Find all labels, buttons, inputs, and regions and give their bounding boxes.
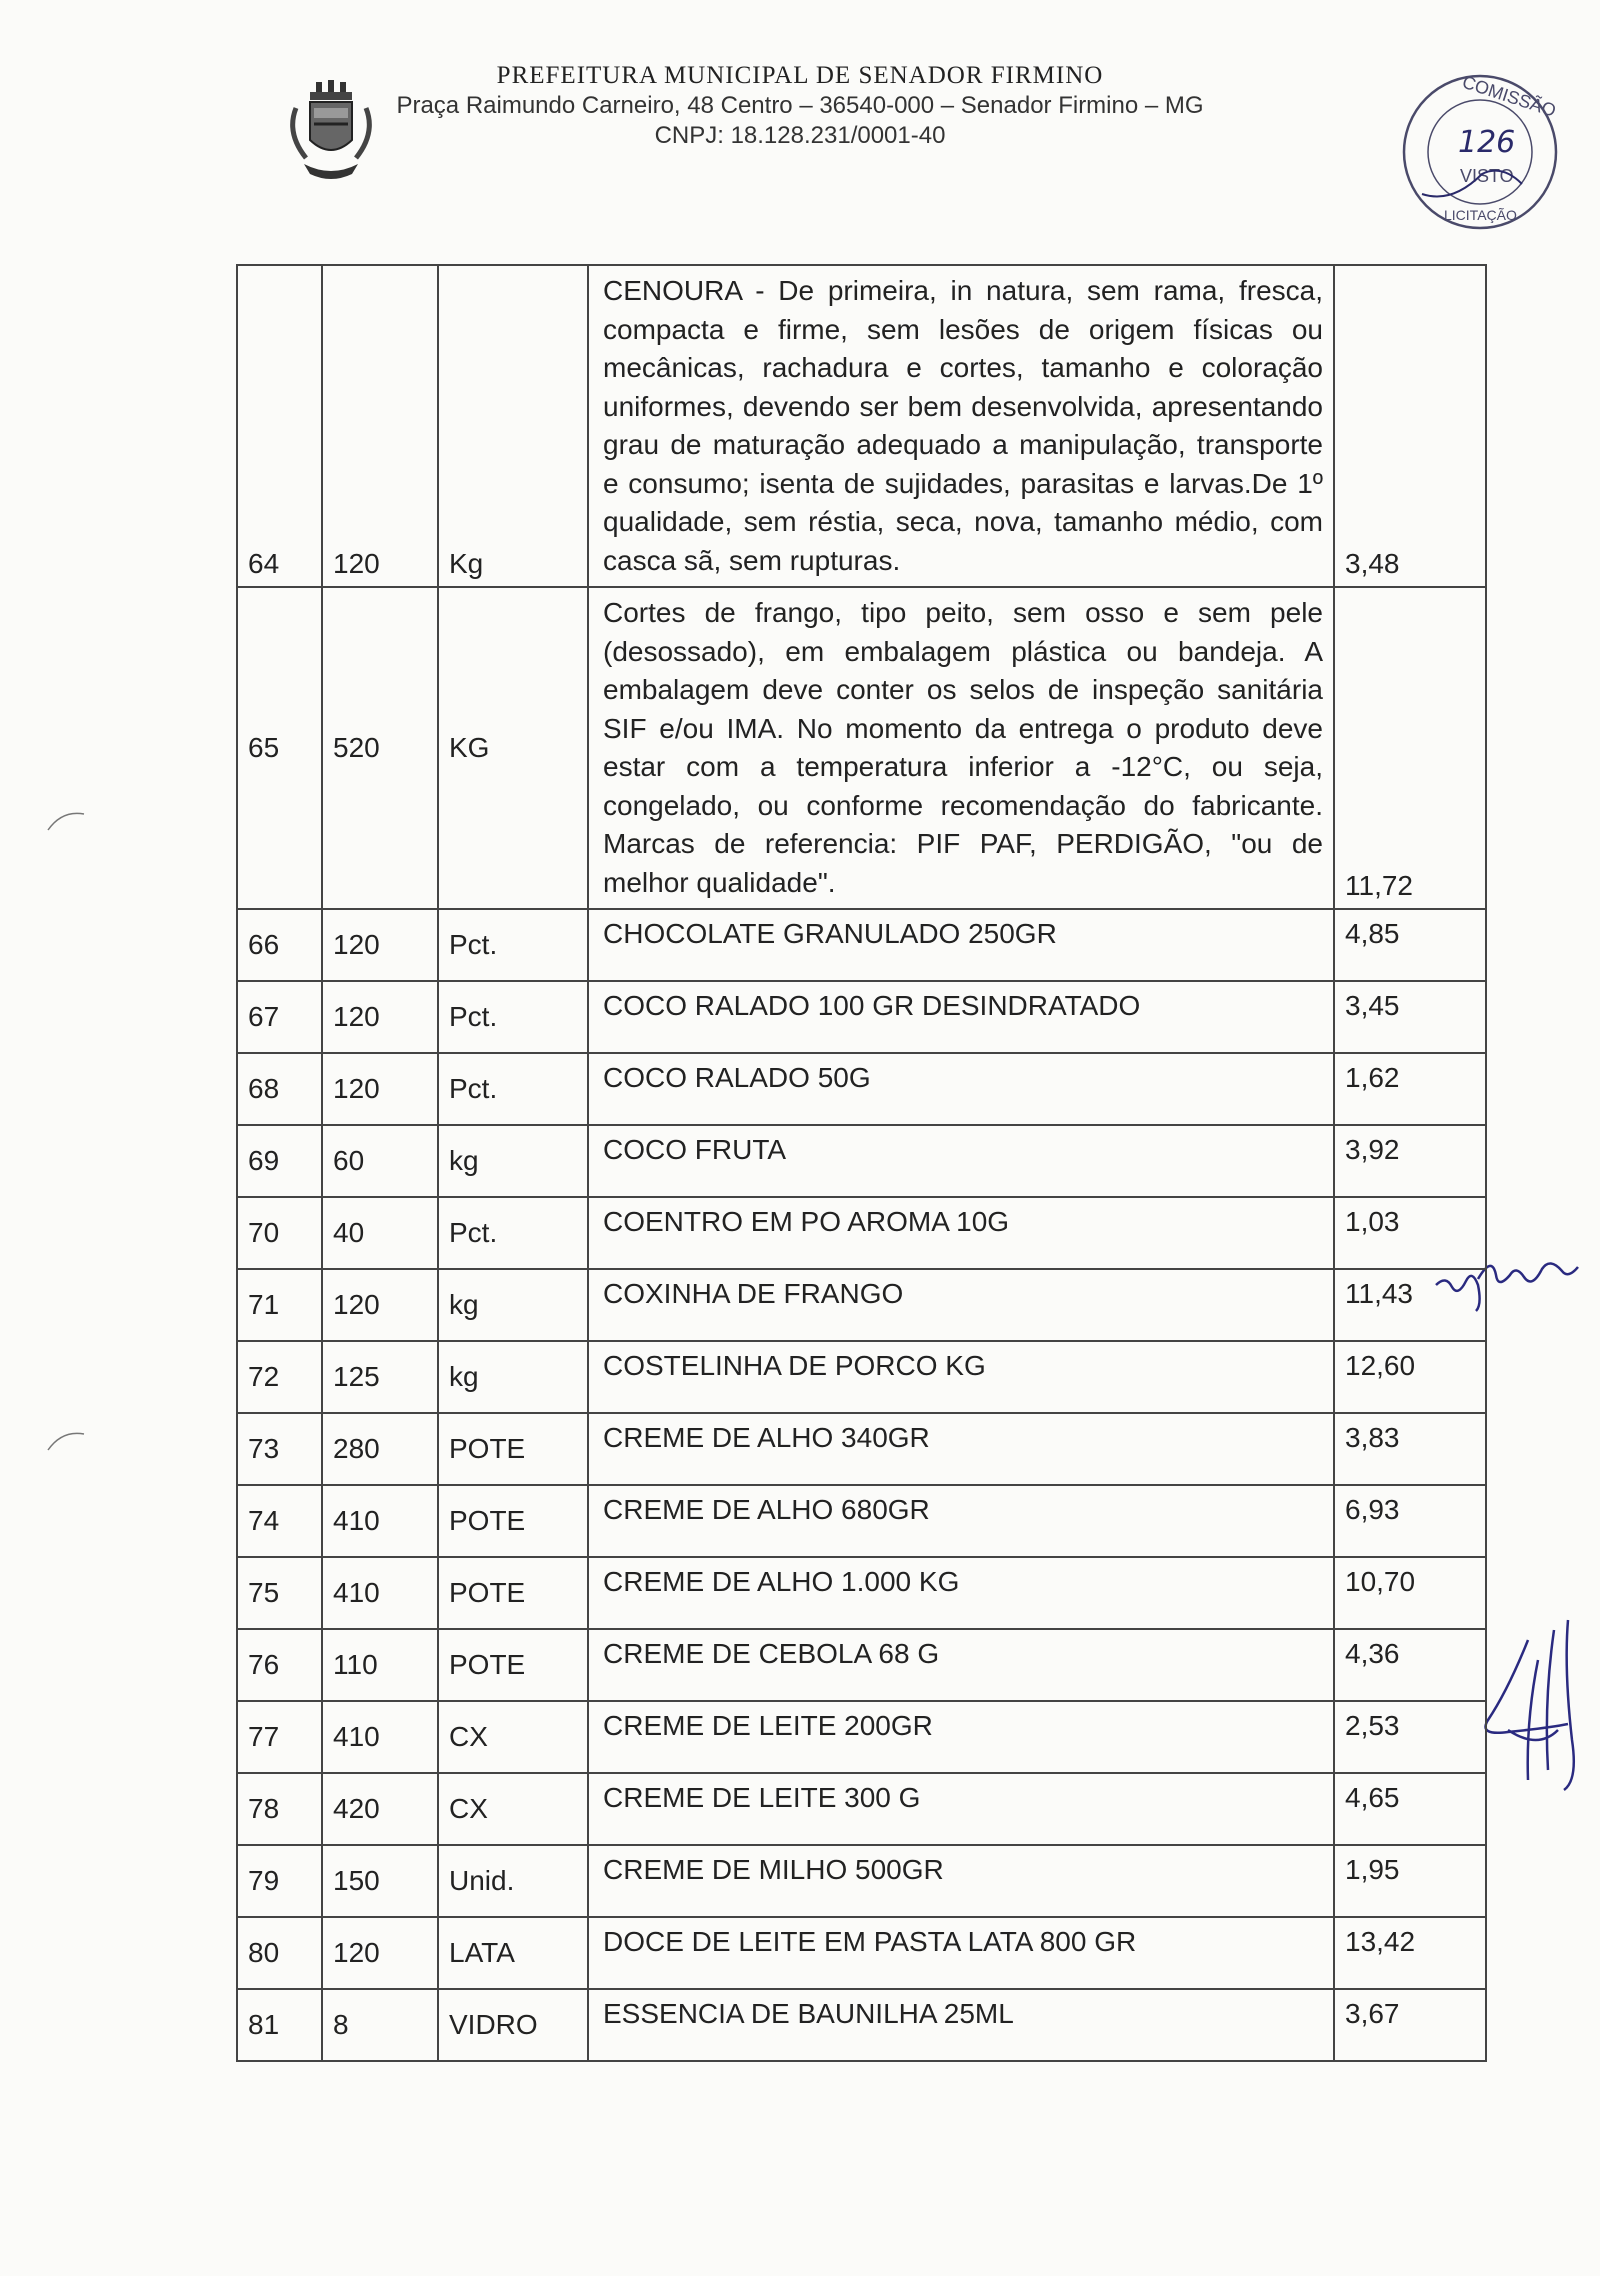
quantity-cell: 410 [322, 1557, 438, 1629]
stamp-top-text: COMISSÃO [1459, 71, 1559, 121]
price-cell: 3,67 [1334, 1989, 1486, 2061]
table-row [237, 1413, 1486, 1485]
price-cell: 4,65 [1334, 1773, 1486, 1845]
table-row [237, 1701, 1486, 1773]
description-cell: Cortes de frango, tipo peito, sem osso e sem pele (desossado), em embalagem plástica ou bandeja. A embalagem deve conter os selos de inspeção sanitária SIF e/ou IMA. No momento da entrega o produto deve estar com a temperatura inferior a -12°C, ou seja, congelado, ou conforme recomendação do fabricante. Marcas de referencia: PIF PAF, PERDIGÃO, "ou de melhor qualidade". [588, 587, 1334, 909]
unit-cell: kg [438, 1269, 588, 1341]
letterhead-address: Praça Raimundo Carneiro, 48 Centro – 36540-000 – Senador Firmino – MG [396, 92, 1204, 119]
letterhead-title: PREFEITURA MUNICIPAL DE SENADOR FIRMINO [496, 62, 1104, 89]
unit-cell: Pct. [438, 909, 588, 981]
item-number-cell: 71 [237, 1269, 322, 1341]
quantity-cell: 120 [322, 909, 438, 981]
unit-cell: kg [438, 1341, 588, 1413]
price-cell: 1,62 [1334, 1053, 1486, 1125]
price-cell: 3,45 [1334, 981, 1486, 1053]
item-number-cell: 68 [237, 1053, 322, 1125]
item-number-cell: 67 [237, 981, 322, 1053]
table-row [237, 1773, 1486, 1845]
unit-cell: LATA [438, 1917, 588, 1989]
table-row [237, 1917, 1486, 1989]
quantity-cell: 150 [322, 1845, 438, 1917]
item-number-cell: 74 [237, 1485, 322, 1557]
price-cell: 3,92 [1334, 1125, 1486, 1197]
item-number-cell: 77 [237, 1701, 322, 1773]
unit-cell: KG [438, 587, 588, 909]
quantity-cell: 120 [322, 265, 438, 587]
table-row [237, 1629, 1486, 1701]
price-cell: 6,93 [1334, 1485, 1486, 1557]
stamp-number: 126 [1458, 125, 1516, 160]
item-number-cell: 64 [237, 265, 322, 587]
description-cell: COXINHA DE FRANGO [588, 1269, 1334, 1341]
quantity-cell: 520 [322, 587, 438, 909]
unit-cell: Unid. [438, 1845, 588, 1917]
description-cell: CENOURA - De primeira, in natura, sem rama, fresca, compacta e firme, sem lesões de origem físicas ou mecânicas, rachadura e cortes, tamanho e coloração uniformes, devendo ser bem desenvolvida, apresentando grau de maturação adequado a manipulação, transporte e consumo; isenta de sujidades, parasitas e larvas.De 1º qualidade, sem réstia, seca, nova, tamanho médio, com casca sã, sem rupturas. [588, 265, 1334, 587]
table-row [237, 1989, 1486, 2061]
price-cell: 11,43 [1334, 1269, 1486, 1341]
item-number-cell: 78 [237, 1773, 322, 1845]
item-number-cell: 73 [237, 1413, 322, 1485]
margin-mark [42, 1420, 102, 1460]
unit-cell: kg [438, 1125, 588, 1197]
quantity-cell: 280 [322, 1413, 438, 1485]
price-cell: 10,70 [1334, 1557, 1486, 1629]
unit-cell: POTE [438, 1629, 588, 1701]
items-table [236, 264, 1487, 2062]
description-cell: CREME DE MILHO 500GR [588, 1845, 1334, 1917]
table-row [237, 981, 1486, 1053]
unit-cell: Pct. [438, 981, 588, 1053]
unit-cell: Pct. [438, 1053, 588, 1125]
quantity-cell: 120 [322, 1269, 438, 1341]
handwritten-initials [1468, 1610, 1598, 1800]
description-cell: CREME DE ALHO 1.000 KG [588, 1557, 1334, 1629]
description-cell: COSTELINHA DE PORCO KG [588, 1341, 1334, 1413]
unit-cell: POTE [438, 1557, 588, 1629]
price-cell: 13,42 [1334, 1917, 1486, 1989]
item-number-cell: 79 [237, 1845, 322, 1917]
item-number-cell: 70 [237, 1197, 322, 1269]
quantity-cell: 110 [322, 1629, 438, 1701]
price-cell: 4,85 [1334, 909, 1486, 981]
stamp-visto: VISTO [1460, 166, 1514, 186]
quantity-cell: 60 [322, 1125, 438, 1197]
table-row [237, 587, 1486, 909]
quantity-cell: 410 [322, 1485, 438, 1557]
table-row [237, 1485, 1486, 1557]
description-cell: ESSENCIA DE BAUNILHA 25ML [588, 1989, 1334, 2061]
unit-cell: CX [438, 1701, 588, 1773]
description-cell: COENTRO EM PO AROMA 10G [588, 1197, 1334, 1269]
description-cell: CREME DE ALHO 680GR [588, 1485, 1334, 1557]
item-number-cell: 76 [237, 1629, 322, 1701]
item-number-cell: 81 [237, 1989, 322, 2061]
quantity-cell: 120 [322, 981, 438, 1053]
table-row [237, 1125, 1486, 1197]
price-cell: 3,48 [1334, 265, 1486, 587]
table-row [237, 909, 1486, 981]
price-cell: 1,95 [1334, 1845, 1486, 1917]
item-number-cell: 65 [237, 587, 322, 909]
unit-cell: CX [438, 1773, 588, 1845]
price-cell: 12,60 [1334, 1341, 1486, 1413]
price-cell: 4,36 [1334, 1629, 1486, 1701]
price-cell: 3,83 [1334, 1413, 1486, 1485]
quantity-cell: 8 [322, 1989, 438, 2061]
table-row [237, 1845, 1486, 1917]
quantity-cell: 125 [322, 1341, 438, 1413]
price-cell: 11,72 [1334, 587, 1486, 909]
unit-cell: POTE [438, 1485, 588, 1557]
unit-cell: Kg [438, 265, 588, 587]
quantity-cell: 120 [322, 1053, 438, 1125]
table-row [237, 1269, 1486, 1341]
items-table-body [237, 265, 1486, 2061]
description-cell: COCO FRUTA [588, 1125, 1334, 1197]
price-cell: 2,53 [1334, 1701, 1486, 1773]
item-number-cell: 75 [237, 1557, 322, 1629]
description-cell: CREME DE ALHO 340GR [588, 1413, 1334, 1485]
unit-cell: POTE [438, 1413, 588, 1485]
description-cell: CREME DE LEITE 200GR [588, 1701, 1334, 1773]
item-number-cell: 69 [237, 1125, 322, 1197]
price-cell: 1,03 [1334, 1197, 1486, 1269]
letterhead [0, 62, 1600, 150]
table-row [237, 1557, 1486, 1629]
unit-cell: VIDRO [438, 1989, 588, 2061]
description-cell: CREME DE LEITE 300 G [588, 1773, 1334, 1845]
description-cell: CHOCOLATE GRANULADO 250GR [588, 909, 1334, 981]
description-cell: COCO RALADO 50G [588, 1053, 1334, 1125]
quantity-cell: 120 [322, 1917, 438, 1989]
item-number-cell: 72 [237, 1341, 322, 1413]
quantity-cell: 40 [322, 1197, 438, 1269]
quantity-cell: 410 [322, 1701, 438, 1773]
description-cell: CREME DE CEBOLA 68 G [588, 1629, 1334, 1701]
table-row [237, 265, 1486, 587]
quantity-cell: 420 [322, 1773, 438, 1845]
item-number-cell: 66 [237, 909, 322, 981]
stamp-bottom-text: LICITAÇÃO [1444, 207, 1517, 223]
unit-cell: Pct. [438, 1197, 588, 1269]
description-cell: COCO RALADO 100 GR DESINDRATADO [588, 981, 1334, 1053]
commission-stamp [1392, 54, 1562, 244]
letterhead-cnpj: CNPJ: 18.128.231/0001-40 [654, 122, 946, 149]
item-number-cell: 80 [237, 1917, 322, 1989]
margin-mark [42, 800, 102, 840]
description-cell: DOCE DE LEITE EM PASTA LATA 800 GR [588, 1917, 1334, 1989]
table-row [237, 1197, 1486, 1269]
table-row [237, 1053, 1486, 1125]
table-row [237, 1341, 1486, 1413]
